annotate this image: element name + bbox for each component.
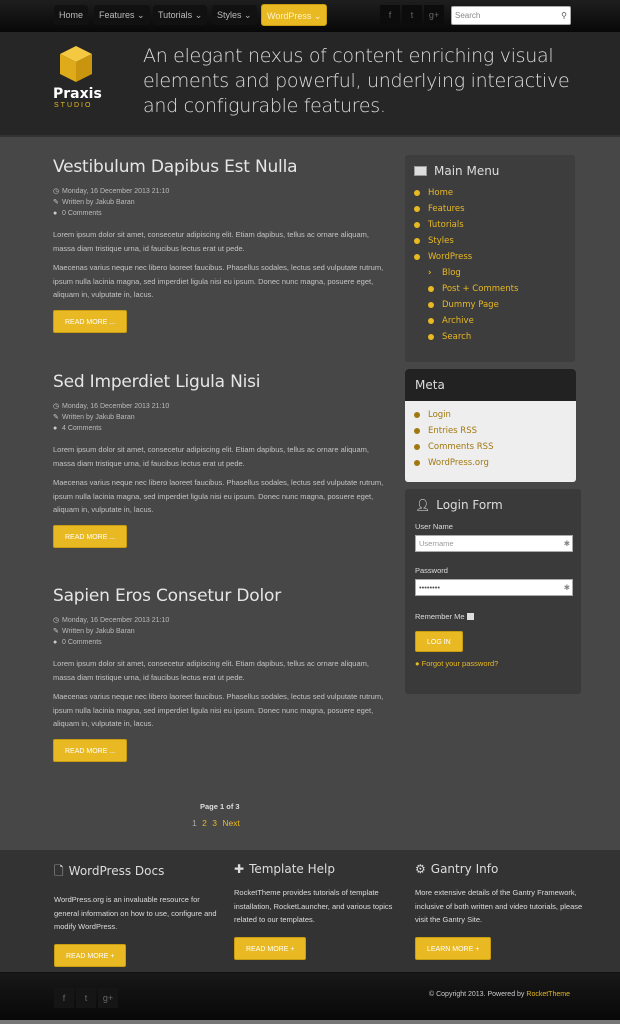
- comments-icon: ●: [53, 425, 58, 432]
- bullet-icon: [414, 460, 420, 466]
- bullet-icon: [428, 318, 434, 324]
- post-author: Written by Jakub Baran: [62, 199, 135, 206]
- clock-icon: ◷: [53, 617, 60, 624]
- footer-col-docs: 🗋 WordPress Docs WordPress.org is an invaluable resource for general information on how to use, configure and modify WordPress. READ MORE +: [54, 862, 224, 967]
- twitter-icon[interactable]: t: [76, 988, 96, 1008]
- post-title[interactable]: Vestibulum Dapibus Est Nulla: [53, 157, 298, 177]
- menu-item-tutorials[interactable]: Tutorials: [414, 217, 566, 233]
- username-label: User Name: [415, 522, 453, 531]
- remember-me-checkbox[interactable]: [467, 613, 474, 620]
- logo-name[interactable]: Praxis: [53, 86, 102, 102]
- bullet-icon: [428, 302, 434, 308]
- bullet-icon: [414, 222, 420, 228]
- post-author: Written by Jakub Baran: [62, 628, 135, 635]
- post-paragraph: Maecenas varius neque nec libero laoreet faucibus. Phasellus sodales, lectus sed vulputate rutrum, ipsum nulla lacinia magna, sed imperdiet ligula nisi eu ipsum. Donec nunc magna, posuere eget, aliquam in, vulputate in, lacus.: [53, 263, 384, 299]
- bullet-icon: [428, 334, 434, 340]
- menu-item-dummy-page[interactable]: Dummy Page: [414, 297, 566, 313]
- menu-item-archive[interactable]: Archive: [414, 313, 566, 329]
- chevron-down-icon: ⌄: [313, 11, 322, 21]
- page-2[interactable]: 2: [202, 818, 207, 828]
- bullet-icon: [414, 444, 420, 450]
- main-menu-title: Main Menu: [434, 164, 500, 178]
- logo-sub: STUDIO: [54, 102, 93, 109]
- user-icon: 👤︎: [415, 498, 431, 512]
- forgot-password-link[interactable]: ● Forgot your password?: [415, 659, 499, 668]
- menu-item-styles[interactable]: Styles: [414, 233, 566, 249]
- menu-item-post-comments[interactable]: Post + Comments: [414, 281, 566, 297]
- comments-icon: ●: [53, 639, 58, 646]
- logo-cube-icon: [59, 45, 93, 83]
- login-button[interactable]: LOG IN: [415, 631, 463, 652]
- post-paragraph: Lorem ipsum dolor sit amet, consecetur adipiscing elit. Etiam dapibus, tellus ac ornare aliquam, massa diam tristique urna, id faucibus lectus erat ut pede.: [53, 230, 369, 253]
- facebook-icon[interactable]: f: [380, 5, 400, 25]
- clock-icon: ◷: [53, 188, 60, 195]
- chevron-down-icon: ⌄: [137, 10, 145, 20]
- pagination-label: Page 1 of 3: [200, 802, 240, 811]
- bullet-icon: [414, 238, 420, 244]
- post-paragraph: Maecenas varius neque nec libero laoreet faucibus. Phasellus sodales, lectus sed vulputate rutrum, ipsum nulla lacinia magna, sed imperdiet ligula nisi eu ipsum. Donec nunc magna, posuere eget, aliquam in, vulputate in, lacus.: [53, 692, 384, 728]
- post-date: Monday, 16 December 2013 21:10: [62, 617, 170, 624]
- search-input[interactable]: Search ⚲: [451, 6, 571, 25]
- read-more-button[interactable]: READ MORE ...: [53, 739, 127, 762]
- tagline: An elegant nexus of content enriching visual elements and powerful, underlying interactive and configurable features.: [143, 45, 570, 117]
- rockettheme-link[interactable]: RocketTheme: [526, 991, 570, 998]
- username-field[interactable]: Username ✱: [415, 535, 573, 552]
- post-title[interactable]: Sed Imperdiet Ligula Nisi: [53, 372, 261, 392]
- bullet-icon: [414, 190, 420, 196]
- post-date: Monday, 16 December 2013 21:10: [62, 403, 170, 410]
- page-1: 1: [192, 818, 197, 828]
- help-read-more-button[interactable]: READ MORE +: [234, 937, 306, 960]
- password-label: Password: [415, 566, 448, 575]
- chevron-down-icon: ⌄: [244, 10, 252, 20]
- menu-item-home[interactable]: Home: [414, 185, 566, 201]
- twitter-icon[interactable]: t: [402, 5, 422, 25]
- post: [53, 372, 388, 548]
- ambulance-icon: ✚: [234, 862, 245, 876]
- post-paragraph: Lorem ipsum dolor sit amet, consecetur adipiscing elit. Etiam dapibus, tellus ac ornare aliquam, massa diam tristique urna, id faucibus lectus erat ut pede.: [53, 445, 369, 468]
- chevron-right-icon: ›: [428, 268, 432, 278]
- meta-login[interactable]: Login: [414, 407, 567, 423]
- remember-me-label: Remember Me: [415, 612, 465, 621]
- meta-wordpress-org[interactable]: WordPress.org: [414, 455, 567, 471]
- bullet-icon: [428, 286, 434, 292]
- page-3[interactable]: 3: [212, 818, 217, 828]
- question-icon: ●: [415, 659, 420, 668]
- post-date: Monday, 16 December 2013 21:10: [62, 188, 170, 195]
- chevron-down-icon: ⌄: [194, 10, 203, 20]
- post-comments[interactable]: 0 Comments: [62, 210, 102, 217]
- required-icon: ✱: [563, 539, 570, 548]
- footer-text: More extensive details of the Gantry Framework, inclusive of both written and video tutorials, please visit the Gantry Site.: [415, 888, 583, 924]
- pencil-icon: ✎: [53, 199, 59, 206]
- post-paragraph: Maecenas varius neque nec libero laoreet faucibus. Phasellus sodales, lectus sed vulputate rutrum, ipsum nulla lacinia magna, sed imperdiet ligula nisi eu ipsum. Donec nunc magna, posuere eget, aliquam in, vulputate in, lacus.: [53, 478, 384, 514]
- footer-col-help: ✚ Template Help RocketTheme provides tutorials of template installation, RocketLauncher, and various topics related to our templates. READ MORE +: [234, 862, 404, 960]
- footer-text: RocketTheme provides tutorials of template installation, RocketLauncher, and various topics related to our templates.: [234, 888, 393, 924]
- post-comments[interactable]: 0 Comments: [62, 639, 102, 646]
- nav-wordpress[interactable]: WordPress ⌄: [261, 4, 327, 26]
- document-icon: 🗋: [54, 864, 64, 878]
- password-field[interactable]: •••••••• ✱: [415, 579, 573, 596]
- meta-title: Meta: [415, 378, 445, 392]
- gantry-learn-more-button[interactable]: LEARN MORE +: [415, 937, 491, 960]
- search-icon: ⚲: [561, 11, 567, 20]
- bullet-icon: [414, 412, 420, 418]
- pagination: [192, 818, 240, 828]
- nav-features[interactable]: Features ⌄: [94, 5, 150, 25]
- docs-read-more-button[interactable]: READ MORE +: [54, 944, 126, 967]
- pencil-icon: ✎: [53, 414, 59, 421]
- menu-item-search[interactable]: Search: [414, 329, 566, 345]
- bullet-icon: [414, 254, 420, 260]
- meta-widget: [405, 369, 576, 482]
- menu-item-wordpress[interactable]: WordPress: [414, 249, 566, 265]
- post-paragraph: Lorem ipsum dolor sit amet, consecetur adipiscing elit. Etiam dapibus, tellus ac ornare aliquam, massa diam tristique urna, id faucibus lectus erat ut pede.: [53, 659, 369, 682]
- clock-icon: ◷: [53, 403, 60, 410]
- post: [53, 586, 388, 762]
- meta-comments-rss[interactable]: Comments RSS: [414, 439, 567, 455]
- nav-styles[interactable]: Styles ⌄: [212, 5, 257, 25]
- read-more-button[interactable]: READ MORE ...: [53, 310, 127, 333]
- login-title: Login Form: [436, 498, 503, 512]
- menu-list-icon: [414, 166, 427, 176]
- nav-home[interactable]: Home: [54, 5, 88, 25]
- menu-item-features[interactable]: Features: [414, 201, 566, 217]
- google-plus-icon[interactable]: g+: [98, 988, 118, 1008]
- meta-entries-rss[interactable]: Entries RSS: [414, 423, 567, 439]
- comments-icon: ●: [53, 210, 58, 217]
- nav-tutorials[interactable]: Tutorials ⌄: [153, 5, 207, 25]
- gears-icon: ⚙: [415, 862, 426, 876]
- menu-item-blog[interactable]: › Blog: [414, 265, 566, 281]
- post-comments[interactable]: 4 Comments: [62, 425, 102, 432]
- footer-col-gantry: ⚙ Gantry Info More extensive details of the Gantry Framework, inclusive of both written and video tutorials, please visit the Gantry Site. LEARN MORE +: [415, 862, 585, 960]
- facebook-icon[interactable]: f: [54, 988, 74, 1008]
- pencil-icon: ✎: [53, 628, 59, 635]
- bullet-icon: [414, 428, 420, 434]
- next-page[interactable]: Next: [222, 818, 240, 828]
- footer-text: WordPress.org is an invaluable resource for general information on how to use, configure and modify WordPress.: [54, 895, 217, 931]
- post-title[interactable]: Sapien Eros Consetur Dolor: [53, 586, 281, 606]
- bottom-border: [0, 1020, 620, 1024]
- bullet-icon: [414, 206, 420, 212]
- google-plus-icon[interactable]: g+: [424, 5, 444, 25]
- read-more-button[interactable]: READ MORE ...: [53, 525, 127, 548]
- post-author: Written by Jakub Baran: [62, 414, 135, 421]
- copyright: © Copyright 2013. Powered by RocketTheme: [429, 991, 570, 998]
- post: [53, 157, 388, 333]
- required-icon: ✱: [563, 583, 570, 592]
- login-form: [405, 489, 581, 694]
- main-menu: [405, 155, 575, 362]
